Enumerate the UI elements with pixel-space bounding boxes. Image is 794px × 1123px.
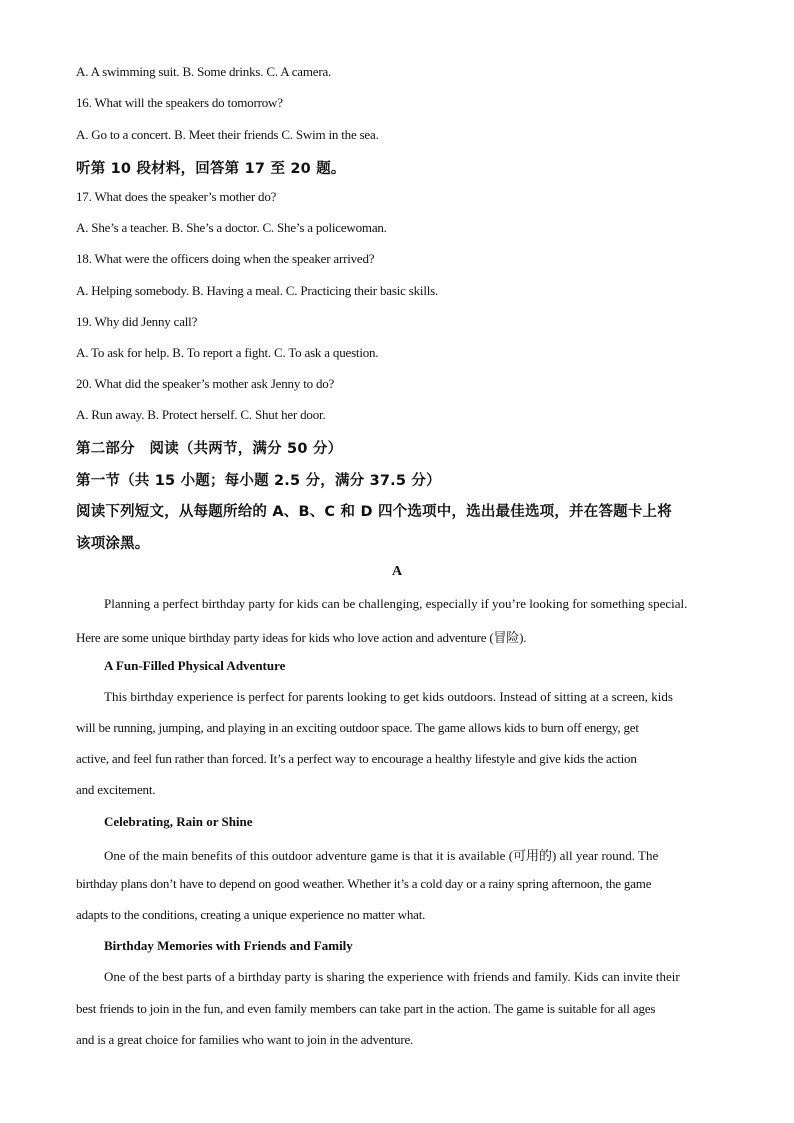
p1-line1: This birthday experience is perfect for parents looking to get kids outdoors. Instead of sitting at a screen, kids [104, 689, 673, 704]
p1-line3: active, and feel fun rather than forced. It’s a perfect way to encourage a healthy lifestyle and give kids the action [76, 751, 637, 766]
passage-letter: A [391, 564, 403, 579]
p1-line4: and excitement. [76, 782, 156, 797]
part-two-title: 第二部分 阅读（共两节，满分 50 分） [76, 441, 343, 457]
p3-line2: best friends to join in the fun, and even family members can take part in the action. The game is suitable for all ages [76, 1001, 656, 1016]
p1-line2: will be running, jumping, and playing in an exciting outdoor space. The game allows kids to burn off energy, get [76, 720, 639, 735]
q20-question: 20. What did the speaker’s mother ask Jenny to do? [76, 376, 335, 391]
q18-options: A. Helping somebody. B. Having a meal. C. Practicing their basic skills. [76, 283, 439, 298]
heading-rain-or-shine: Celebrating, Rain or Shine [104, 814, 253, 829]
heading-physical-adventure: A Fun-Filled Physical Adventure [104, 658, 286, 673]
q19-question: 19. Why did Jenny call? [76, 314, 198, 329]
p2-line2: birthday plans don’t have to depend on good weather. Whether it’s a cold day or a rainy spring afternoon, the game [76, 876, 652, 891]
p2-line1: One of the main benefits of this outdoor adventure game is that it is available (可用的) all year round. The [104, 848, 659, 863]
q20-options: A. Run away. B. Protect herself. C. Shut her door. [76, 407, 326, 422]
q17-options: A. She’s a teacher. B. She’s a doctor. C. She’s a policewoman. [76, 220, 387, 235]
q19-options: A. To ask for help. B. To report a fight. C. To ask a question. [76, 345, 379, 360]
reading-instruction-line1: 阅读下列短文，从每题所给的 A、B、C 和 D 四个选项中，选出最佳选项，并在答题卡上将 [76, 504, 672, 520]
reading-instruction-line2: 该项涂黑。 [76, 536, 150, 552]
heading-birthday-memories: Birthday Memories with Friends and Family [104, 938, 353, 953]
intro-line1: Planning a perfect birthday party for kids can be challenging, especially if you’re looking for something special. [104, 596, 688, 611]
q18-question: 18. What were the officers doing when the speaker arrived? [76, 251, 375, 266]
q17-question: 17. What does the speaker’s mother do? [76, 189, 277, 204]
q15-options: A. A swimming suit. B. Some drinks. C. A camera. [76, 64, 332, 79]
intro-line2: Here are some unique birthday party ideas for kids who love action and adventure (冒险). [76, 630, 527, 645]
p3-line3: and is a great choice for families who want to join in the adventure. [76, 1032, 414, 1047]
p3-line1: One of the best parts of a birthday party is sharing the experience with friends and family. Kids can invite their [104, 969, 680, 984]
section-10-heading: 听第 10 段材料，回答第 17 至 20 题。 [76, 161, 346, 177]
section-one-title: 第一节（共 15 小题；每小题 2.5 分，满分 37.5 分） [76, 473, 441, 489]
q16-question: 16. What will the speakers do tomorrow? [76, 95, 283, 110]
p2-line3: adapts to the conditions, creating a unique experience no matter what. [76, 907, 426, 922]
q16-options: A. Go to a concert. B. Meet their friends C. Swim in the sea. [76, 127, 379, 142]
